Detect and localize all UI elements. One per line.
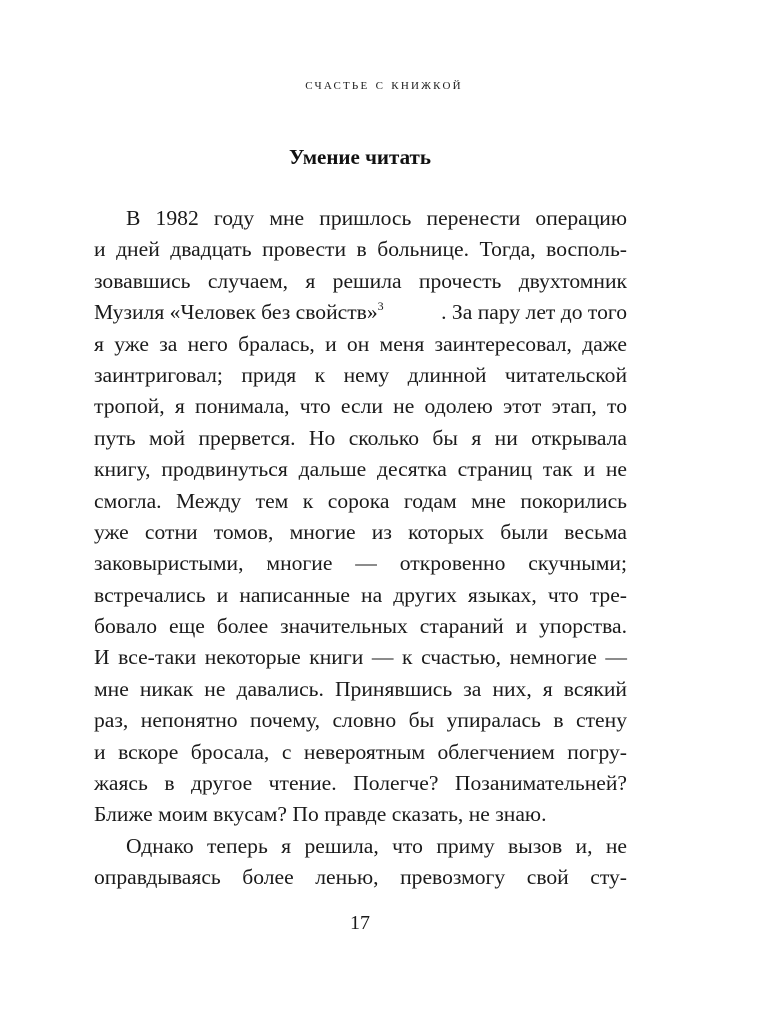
chapter-title: Умение читать [289, 145, 431, 169]
paragraph-1 [94, 203, 627, 831]
text-line: бовало еще более значительных стараний и упорства. [94, 614, 627, 639]
text-line: уже сотни томов, многие из которых были весьма [94, 519, 627, 544]
text-line: заковыристыми, многие — откровенно скучными; [94, 551, 627, 576]
text-line-with-footnote [94, 297, 627, 328]
text-line: мне никак не давались. Принявшись за них, я всякий [94, 676, 627, 701]
text-line: встречались и написанные на других языках, что тре- [94, 582, 627, 607]
footnote-marker[interactable]: 3 [377, 299, 384, 314]
text-line: зовавшись случаем, я решила прочесть двухтомник [94, 268, 627, 293]
text-line: Однако теперь я решила, что приму вызов и, не [126, 833, 627, 858]
text-line: смогла. Между тем к сорока годам мне покорились [94, 488, 627, 513]
text-line: путь мой прервется. Но сколько бы я ни открывала [94, 425, 627, 450]
running-head: счастье с книжкой [305, 76, 463, 93]
text-line: жаясь в другое чтение. Полегче? Позанимательней? [94, 771, 627, 796]
text-line: оправдываясь более ленью, превозмогу свой сту- [94, 865, 627, 890]
text-line: заинтриговал; придя к нему длинной читательской [94, 362, 627, 387]
text-line: Ближе моим вкусам? По правде сказать, не знаю. [94, 802, 547, 827]
page-number: 17 [350, 912, 370, 934]
text-fragment: Музиля «Человек без свойств» [94, 300, 378, 325]
text-line: раз, непонятно почему, словно бы упиралась в стену [94, 708, 627, 733]
body-text [94, 203, 627, 894]
text-line: и дней двадцать провести в больнице. Тогда, восполь- [94, 237, 627, 262]
text-line: тропой, я понимала, что если не одолею этот этап, то [94, 394, 627, 419]
text-line: и вскоре бросала, с невероятным облегчением погру- [94, 739, 627, 764]
paragraph-2 [94, 831, 627, 894]
text-fragment: . За пару лет до того [441, 300, 627, 325]
text-line: книгу, продвинуться дальше десятка страниц так и не [94, 457, 627, 482]
text-line: И все-таки некоторые книги — к счастью, немногие — [94, 645, 627, 670]
text-line: В 1982 году мне пришлось перенести операцию [126, 206, 627, 230]
text-line: я уже за него бралась, и он меня заинтересовал, даже [94, 331, 627, 356]
